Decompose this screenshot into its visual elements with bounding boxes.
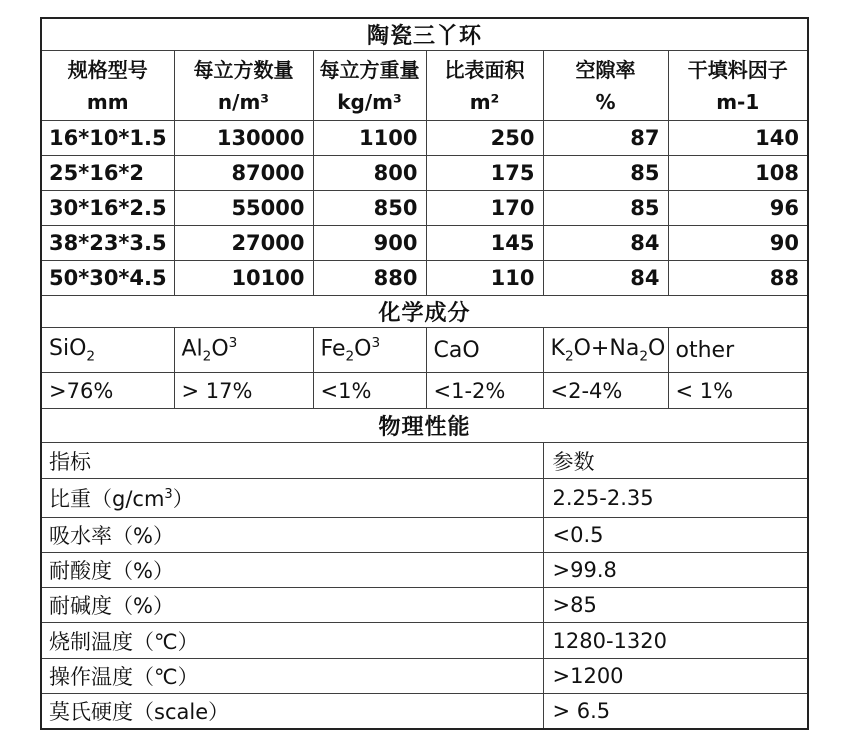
spec-model-cell: 38*23*3.5	[41, 226, 174, 261]
physical-label: 操作温度（℃）	[41, 659, 543, 694]
spec-row	[41, 156, 808, 191]
spec-cell: 87	[543, 121, 668, 156]
chemical-formula-cell: $Al_2O^3$	[174, 328, 313, 373]
spec-cell: 800	[313, 156, 426, 191]
spec-col-header	[426, 51, 543, 121]
spec-col-unit: kg/m³	[337, 89, 402, 114]
chemical-formula-cell: $K_2O+Na_2O$	[543, 328, 668, 373]
spec-row	[41, 261, 808, 296]
physical-value: >1200	[543, 659, 808, 694]
spec-col-unit: n/m³	[217, 89, 270, 114]
physical-section-title-row	[41, 409, 808, 443]
chemical-value-cell: <1%	[313, 373, 426, 409]
spec-model-cell: 30*16*2.5	[41, 191, 174, 226]
physical-row	[41, 588, 808, 623]
physical-row	[41, 518, 808, 553]
physical-value: > 6.5	[543, 694, 808, 729]
physical-label: 吸水率（%）	[41, 518, 543, 553]
spec-row	[41, 121, 808, 156]
spec-model-cell: 25*16*2	[41, 156, 174, 191]
chemical-formula-cell: CaO	[426, 328, 543, 373]
physical-value: 1280-1320	[543, 623, 808, 659]
physical-header-row	[41, 443, 808, 479]
physical-header-label: 指标	[41, 443, 543, 479]
spec-col-header	[313, 51, 426, 121]
spec-cell: 10100	[174, 261, 313, 296]
product-spec-table	[40, 17, 809, 730]
chemical-formula-cell: other	[668, 328, 808, 373]
spec-cell: 87000	[174, 156, 313, 191]
spec-cell: 880	[313, 261, 426, 296]
physical-row	[41, 623, 808, 659]
spec-row	[41, 191, 808, 226]
spec-cell: 84	[543, 261, 668, 296]
spec-col-unit: %	[595, 89, 616, 114]
spec-col-unit: m-1	[716, 89, 760, 114]
spec-col-name: 干填料因子	[687, 57, 788, 82]
table-title-row	[41, 18, 808, 51]
physical-row	[41, 659, 808, 694]
spec-cell: 88	[668, 261, 808, 296]
spec-cell: 1100	[313, 121, 426, 156]
physical-row	[41, 553, 808, 588]
spec-col-name: 每立方重量	[319, 57, 420, 82]
chemical-formula-row	[41, 328, 808, 373]
physical-value: >99.8	[543, 553, 808, 588]
spec-cell: 170	[426, 191, 543, 226]
spec-col-unit: m²	[469, 89, 500, 114]
spec-model-cell: 16*10*1.5	[41, 121, 174, 156]
spec-cell: 250	[426, 121, 543, 156]
physical-label: 耐酸度（%）	[41, 553, 543, 588]
spec-col-header	[543, 51, 668, 121]
spec-cell: 55000	[174, 191, 313, 226]
spec-cell: 145	[426, 226, 543, 261]
spec-cell: 84	[543, 226, 668, 261]
chemical-value-cell: < 1%	[668, 373, 808, 409]
spec-cell: 108	[668, 156, 808, 191]
spec-col-name: 空隙率	[575, 57, 636, 82]
physical-value: <0.5	[543, 518, 808, 553]
spec-cell: 90	[668, 226, 808, 261]
spec-col-header	[174, 51, 313, 121]
chemical-value-cell: >76%	[41, 373, 174, 409]
spec-cell: 900	[313, 226, 426, 261]
page-title: 陶瓷三丫环	[41, 18, 808, 51]
chemical-value-cell: > 17%	[174, 373, 313, 409]
physical-label: 莫氏硬度（scale）	[41, 694, 543, 729]
spec-cell: 27000	[174, 226, 313, 261]
spec-col-name: 比表面积	[444, 57, 525, 82]
spec-cell: 96	[668, 191, 808, 226]
spec-col-header	[668, 51, 808, 121]
chemical-value-cell: <2-4%	[543, 373, 668, 409]
chemical-section-title-row	[41, 296, 808, 328]
chemical-value-cell: <1-2%	[426, 373, 543, 409]
spec-cell: 175	[426, 156, 543, 191]
spec-cell: 130000	[174, 121, 313, 156]
spec-model-cell: 50*30*4.5	[41, 261, 174, 296]
chemical-formula-cell: SiO$_2$	[41, 328, 174, 373]
spec-cell: 110	[426, 261, 543, 296]
physical-section-title: 物理性能	[41, 409, 808, 443]
spec-cell: 85	[543, 191, 668, 226]
chemical-formula-cell: $Fe_2O^3$	[313, 328, 426, 373]
spec-header-row	[41, 51, 808, 121]
spec-col-unit: mm	[86, 89, 129, 114]
chemical-section-title: 化学成分	[41, 296, 808, 328]
spec-cell: 85	[543, 156, 668, 191]
physical-label: 耐碱度（%）	[41, 588, 543, 623]
spec-col-name: 规格型号	[67, 57, 148, 82]
spec-col-header	[41, 51, 174, 121]
physical-row	[41, 479, 808, 518]
physical-header-value: 参数	[543, 443, 808, 479]
physical-value: >85	[543, 588, 808, 623]
physical-value: 2.25-2.35	[543, 479, 808, 518]
physical-row	[41, 694, 808, 729]
spec-cell: 850	[313, 191, 426, 226]
chemical-value-row	[41, 373, 808, 409]
physical-label: 比重$(g/cm^3)$	[41, 479, 543, 518]
spec-cell: 140	[668, 121, 808, 156]
physical-label: 烧制温度（℃）	[41, 623, 543, 659]
spec-row	[41, 226, 808, 261]
spec-col-name: 每立方数量	[193, 57, 294, 82]
